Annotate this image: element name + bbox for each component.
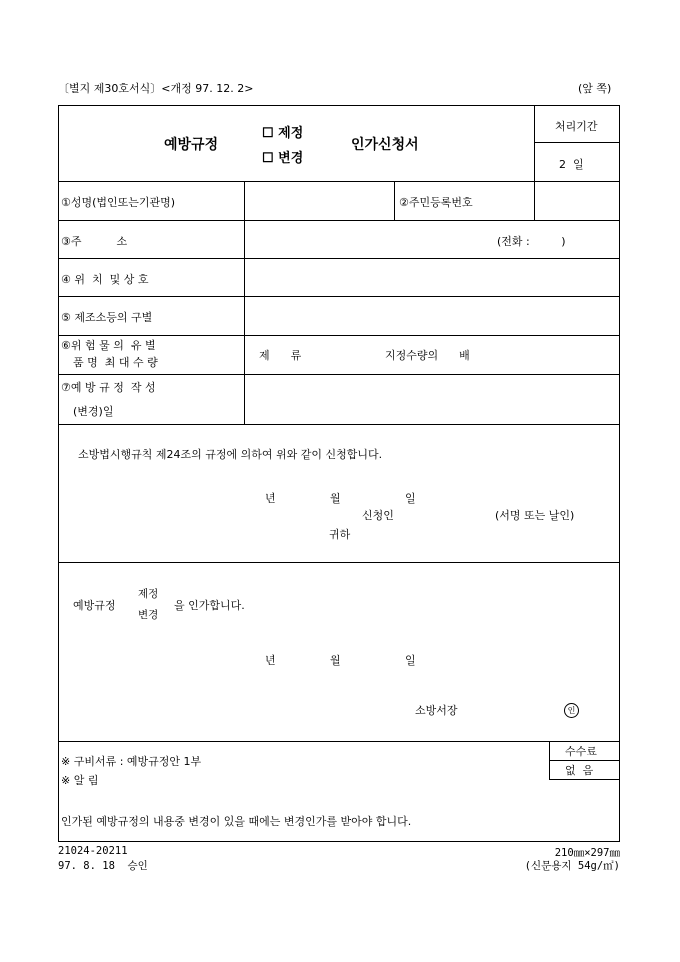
label-col-line [244, 181, 245, 424]
row-line [59, 741, 620, 742]
address-label: ③주 소 [61, 235, 128, 248]
approval-prefix: 예방규정 [73, 599, 116, 612]
row-line [59, 335, 620, 336]
form-code: 21024-20211 [58, 845, 128, 857]
row-line [59, 258, 620, 259]
id-number-label: ②주민등록번호 [399, 196, 473, 209]
period-divider [534, 142, 620, 143]
row-line [59, 296, 620, 297]
form-number: 〔별지 제30호서식〕<개정 97. 12. 2> [58, 82, 254, 95]
notice-text: 인가된 예방규정의 내용중 변경이 있을 때에는 변경인가를 받아야 합니다. [61, 815, 412, 828]
official-seal-icon: 인 [564, 703, 579, 718]
hazard-class-field[interactable]: 제 류 [259, 349, 302, 362]
approval-suffix: 을 인가합니다. [174, 599, 245, 612]
required-documents: ※ 구비서류 : 예방규정안 1부 [61, 755, 202, 768]
application-month: 월 [330, 492, 341, 505]
approval-option-enact: 제정 [138, 588, 159, 600]
processing-period-label: 처리기간 [555, 120, 598, 133]
row-line [59, 220, 620, 221]
fee-bottom [549, 779, 620, 780]
rule-date-label-line2: (변경)일 [73, 405, 114, 418]
notice-heading: ※ 알 림 [61, 774, 99, 787]
row-line [59, 562, 620, 563]
signature-label: (서명 또는 날인) [495, 509, 575, 522]
fee-col-line [549, 741, 550, 779]
paper-type: (신문용지 54g/㎡) [524, 860, 620, 872]
approval-option-change: 변경 [138, 609, 159, 621]
application-day: 일 [405, 492, 416, 505]
row-line [59, 181, 620, 182]
phone-label: (전화 : ) [497, 235, 566, 248]
title-option-enact[interactable]: ☐ 제정 [262, 126, 304, 141]
applicant-label: 신청인 [362, 509, 394, 522]
hazard-label-line1: ⑥위 험 물 의 유 별 [61, 339, 156, 352]
period-col-line [534, 106, 535, 181]
application-year: 년 [265, 492, 276, 505]
id-value-col-line [534, 181, 535, 220]
row-line [59, 424, 620, 425]
fee-value: 없 음 [565, 764, 594, 777]
application-statement: 소방법시행규칙 제24조의 규정에 의하여 위와 같이 신청합니다. [78, 448, 383, 461]
paper-size: 210㎜×297㎜ [554, 847, 620, 859]
id-col-line [394, 181, 395, 220]
title-prefix: 예방규정 [164, 137, 219, 153]
rule-date-label-line1: ⑦예 방 규 정 작 성 [61, 381, 156, 394]
hazard-quantity-field[interactable]: 지정수량의 배 [385, 349, 470, 362]
facility-type-label: ⑤ 제조소등의 구별 [61, 311, 153, 324]
form-frame [58, 105, 620, 842]
approval-year: 년 [265, 654, 276, 667]
location-label: ④ 위 치 및 상 호 [61, 273, 149, 286]
approval-day: 일 [405, 654, 416, 667]
title-option-change[interactable]: ☐ 변경 [262, 151, 304, 166]
fire-chief-label: 소방서장 [415, 704, 458, 717]
row-line [59, 374, 620, 375]
name-label: ①성명(법인또는기관명) [61, 196, 176, 209]
fee-label: 수수료 [565, 745, 597, 758]
processing-period-value: 2 일 [559, 158, 584, 171]
recipient-label: 귀하 [329, 528, 351, 541]
hazard-label-line2: 품 명 최 대 수 량 [73, 356, 158, 369]
title-suffix: 인가신청서 [351, 137, 419, 153]
fee-divider [549, 760, 620, 761]
approval-month: 월 [330, 654, 341, 667]
page-side-label: (앞 쪽) [578, 82, 612, 95]
form-approval-date: 97. 8. 18 승인 [58, 860, 148, 872]
